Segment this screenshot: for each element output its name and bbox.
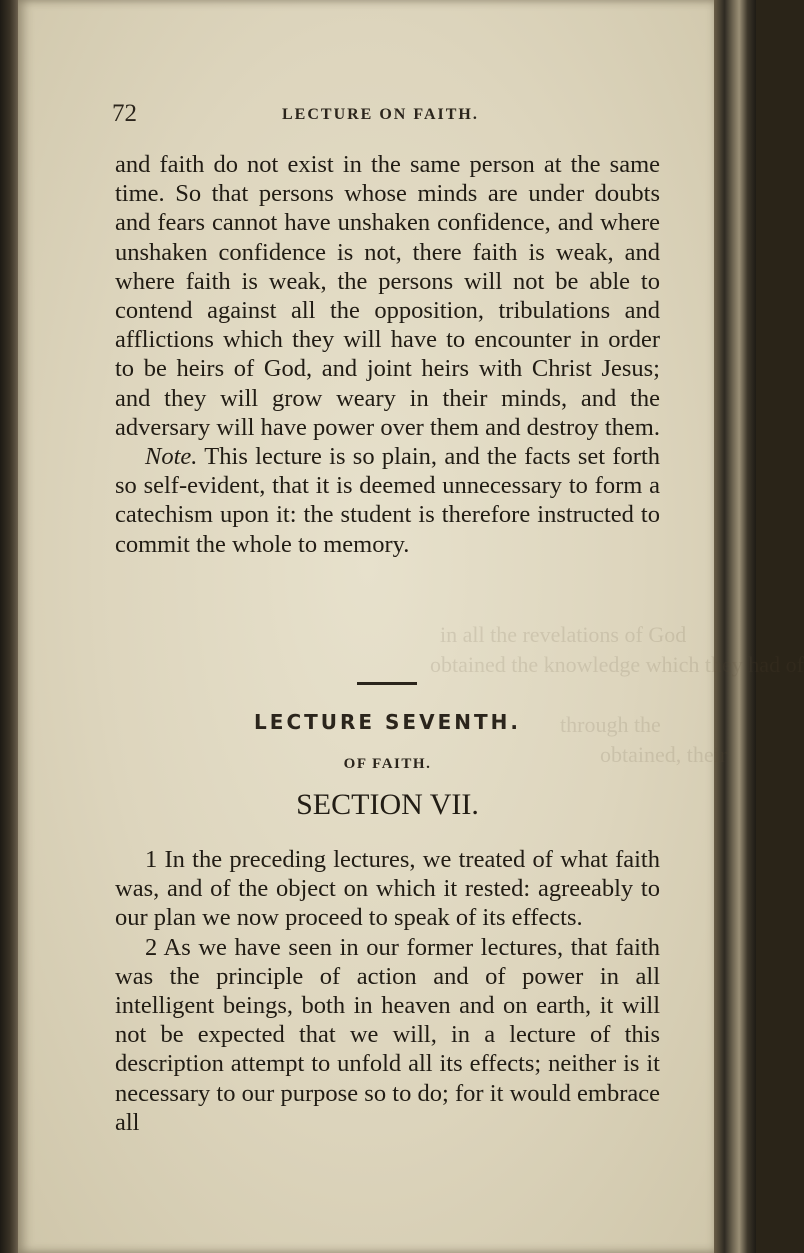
show-through-text: through the — [560, 712, 661, 737]
note-text: This lecture is so plain, and the facts set forth so self-evident, that it is deemed unnecessary to form a catechism upon it: the student is therefore instructed to commit the whole to memory. — [115, 443, 661, 558]
page-number: 72 — [112, 100, 137, 127]
body-text-top — [115, 150, 660, 559]
lecture-subtitle: OF FAITH. — [343, 756, 432, 772]
page-header — [112, 100, 652, 136]
body-text-bottom — [115, 845, 660, 1137]
note-label: Note. — [145, 443, 198, 471]
section-title: SECTION VII. — [296, 788, 479, 821]
paragraph: 2 As we have seen in our former lectures, that faith was the principle of action and of power in all intelligent beings, both in heaven and on earth, it will not be expected that we will, in a lecture of this description attempt to unfold all its effects; neither is it necessary to our purpose so to do; for it would embrace all — [115, 933, 660, 1136]
section-divider — [357, 682, 417, 685]
show-through-text: obtained the knowledge which they had of — [430, 652, 804, 677]
note-paragraph — [115, 442, 660, 559]
show-through-text: obtained, their — [600, 742, 728, 767]
paragraph: 1 In the preceding lectures, we treated of what faith was, and of the object on which it rested: agreeably to our plan we now proceed to speak of its effects. — [115, 846, 660, 932]
running-head: LECTURE ON FAITH. — [282, 106, 479, 123]
show-through-text: in all the revelations of God — [440, 622, 687, 647]
lecture-title: LECTURE SEVENTH. — [254, 710, 521, 734]
paragraph: and faith do not exist in the same person at the same time. So that persons whose minds are under doubts and fears cannot have unshaken confidence, and where unshaken confidence is not, there faith is weak, and where faith is weak, the persons will not be able to contend against all the opposition, tribulations and afflictions which they will have to encounter in order to be heirs of God, and joint heirs with Christ Jesus; and they will grow weary in their minds, and the adversary will have power over them and destroy them. — [115, 151, 660, 441]
book-edge-right — [714, 0, 756, 1253]
